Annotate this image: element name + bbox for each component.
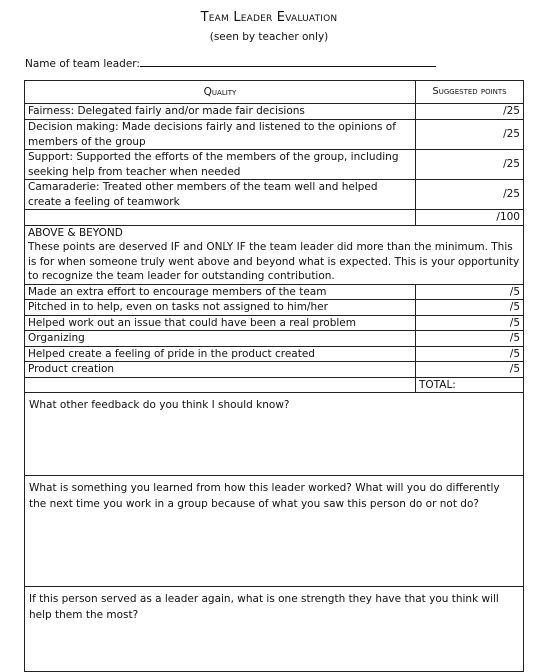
criterion-label: Camaraderie: Treated other members of the team well and helped create a feeling of teamwork (25, 180, 416, 210)
criterion-label: Support: Supported the efforts of the members of the group, including seeking help from teacher when needed (25, 150, 416, 180)
bonus-points[interactable]: /5 (416, 346, 524, 362)
subtotal-blank-cell (25, 210, 416, 226)
above-beyond-heading: ABOVE & BEYOND (28, 226, 123, 239)
criterion-row (25, 120, 524, 150)
quality-column-header: Quality (25, 81, 416, 104)
feedback-question-2: What is something you learned from how this leader worked? What will you do differently the next time you work in a group because of what you saw this person do or not do? (29, 482, 500, 510)
bonus-label: Organizing (25, 331, 416, 347)
bonus-row (25, 284, 524, 300)
subtotal-points[interactable]: /100 (416, 210, 524, 226)
bonus-points[interactable]: /5 (416, 362, 524, 378)
feedback-box-2[interactable] (25, 476, 524, 587)
bonus-label: Made an extra effort to encourage members of the team (25, 284, 416, 300)
criterion-label: Fairness: Delegated fairly and/or made fair decisions (25, 104, 416, 120)
criterion-row (25, 180, 524, 210)
criterion-row (25, 104, 524, 120)
leader-name-field[interactable] (140, 56, 436, 67)
bonus-points[interactable]: /5 (416, 315, 524, 331)
leader-name-label: Name of team leader: (25, 58, 140, 70)
above-beyond-row (25, 225, 524, 284)
bonus-label: Product creation (25, 362, 416, 378)
total-blank-cell (25, 377, 416, 393)
bonus-label: Pitched in to help, even on tasks not assigned to him/her (25, 300, 416, 316)
total-row (25, 377, 524, 393)
feedback-row-1 (25, 393, 524, 476)
above-beyond-description: These points are deserved IF and ONLY IF the team leader did more than the minimum. This is for when someone truly went above and beyond what is expected. This is your opportunity to recognize the team leader for outstanding contribution. (28, 241, 520, 282)
bonus-points[interactable]: /5 (416, 331, 524, 347)
feedback-question-3: If this person served as a leader again, what is one strength they have that you think will help them the most? (29, 593, 499, 621)
criterion-row (25, 150, 524, 180)
bonus-row (25, 315, 524, 331)
bonus-label: Helped create a feeling of pride in the product created (25, 346, 416, 362)
bonus-label: Helped work out an issue that could have been a real problem (25, 315, 416, 331)
feedback-box-1[interactable] (25, 393, 524, 476)
evaluation-table (24, 80, 524, 672)
document-title: Team Leader Evaluation (200, 10, 338, 25)
leader-name-row (25, 56, 436, 70)
feedback-row-3 (25, 587, 524, 672)
points-column-header: Suggested points (416, 81, 524, 104)
bonus-row (25, 300, 524, 316)
subtotal-row (25, 210, 524, 226)
total-label[interactable]: TOTAL: (416, 377, 524, 393)
bonus-points[interactable]: /5 (416, 284, 524, 300)
bonus-row (25, 331, 524, 347)
bonus-points[interactable]: /5 (416, 300, 524, 316)
bonus-row (25, 346, 524, 362)
feedback-row-2 (25, 476, 524, 587)
above-beyond-cell (25, 225, 524, 284)
criterion-points[interactable]: /25 (416, 104, 524, 120)
criterion-points[interactable]: /25 (416, 150, 524, 180)
bonus-row (25, 362, 524, 378)
document-subtitle: (seen by teacher only) (209, 31, 329, 43)
criterion-points[interactable]: /25 (416, 180, 524, 210)
feedback-question-1: What other feedback do you think I should know? (29, 399, 290, 411)
criterion-label: Decision making: Made decisions fairly and listened to the opinions of members of the group (25, 120, 416, 150)
criterion-points[interactable]: /25 (416, 120, 524, 150)
feedback-box-3[interactable] (25, 587, 524, 672)
